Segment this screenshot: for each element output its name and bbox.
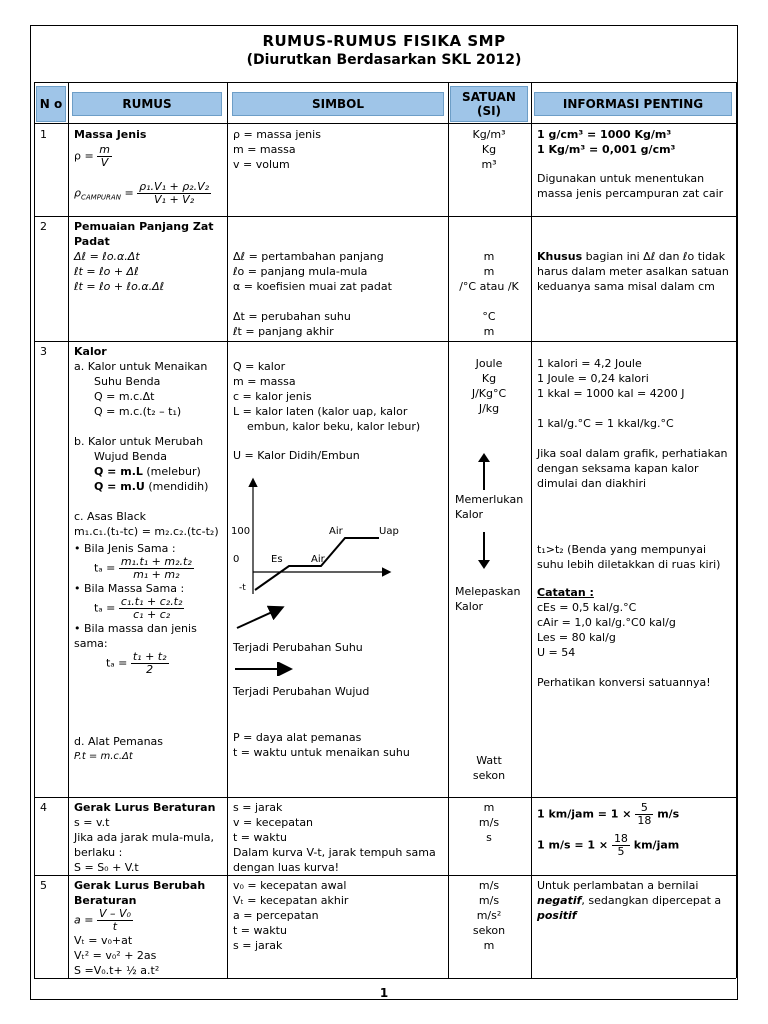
fraction (119, 556, 194, 581)
header-no: N o (36, 86, 66, 122)
info-line: 1 kalori = 4,2 Joule (537, 357, 642, 370)
graph-label: 0 (233, 554, 240, 565)
rumus-cell (74, 127, 224, 206)
symbol-line: v = volum (233, 158, 290, 171)
formula (74, 181, 224, 206)
symbol-line: t = waktu (233, 831, 287, 844)
formula-line: d. Alat Pemanas (74, 735, 164, 748)
column-divider (227, 82, 228, 978)
formula: P.t = m.c.Δt (74, 751, 133, 762)
formula: Q = m.c.(t₂ – t₁) (94, 405, 182, 418)
unit-note: Melepaskan Kalor (455, 585, 521, 613)
unit-line: m/s (478, 894, 500, 907)
unit-line: m (483, 801, 495, 814)
row-number: 1 (40, 128, 47, 141)
simbol-cell (233, 249, 443, 339)
formula (74, 464, 226, 479)
formula-line: Wujud Benda (94, 450, 167, 463)
graph-label: 100 (231, 526, 251, 537)
formula: Vₜ² = v₀² + 2as (74, 949, 157, 962)
symbol-line: P = daya alat pemanas (233, 731, 362, 744)
table-top-border (34, 82, 736, 83)
symbol-line: Q = kalor (233, 360, 286, 373)
row-divider (34, 123, 736, 124)
page-subtitle: (Diurutkan Berdasarkan SKL 2012) (246, 52, 522, 68)
formula-lhs: ρ (74, 186, 81, 200)
symbol-line: ρ = massa jenis (233, 128, 321, 141)
info-emphasis: negatif (537, 894, 582, 907)
arrow-up-icon (476, 452, 492, 492)
formula (74, 556, 226, 581)
rumus-cell (74, 344, 226, 764)
column-divider (531, 82, 532, 978)
fraction-numerator: t₁ + t₂ (132, 650, 167, 663)
fraction (612, 833, 630, 858)
unit-line: m (483, 250, 495, 263)
symbol-line: U = Kalor Didih/Embun (233, 449, 360, 462)
conversion-unit: m/s (657, 807, 680, 821)
info-cell (537, 878, 732, 923)
symbol-line: a = percepatan (233, 909, 319, 922)
info-line (537, 878, 732, 923)
simbol-cell (233, 359, 443, 463)
bullet-item: • Bila massa dan jenis sama: (74, 622, 197, 650)
header-info: INFORMASI PENTING (534, 92, 732, 116)
formula: m₁.c₁.(t₁-tc) = m₂.c₂.(tc-t₂) (74, 525, 219, 538)
formula-bold: Q = m.L (94, 465, 143, 478)
info-text: Untuk perlambatan a bernilai (537, 879, 699, 892)
fraction (97, 144, 112, 169)
fraction-denominator: c₁ + c₂ (133, 608, 171, 621)
row-divider (34, 216, 736, 217)
satuan-cell (450, 356, 528, 416)
fraction-numerator: ρ₁.V₁ + ρ₂.V₂ (139, 180, 210, 193)
symbol-line: α = koefisien muai zat padat (233, 280, 392, 293)
formula (74, 651, 226, 676)
horizontal-arrow-icon (233, 662, 303, 676)
info-line: 1 kkal = 1000 kal = 4200 J (537, 387, 685, 400)
formula (74, 479, 226, 494)
fraction-numerator: V – V₀ (98, 907, 131, 920)
formula: s = v.t (74, 816, 110, 829)
graph-legend: Terjadi Perubahan Wujud (233, 685, 370, 698)
unit-line: m/s (478, 879, 500, 892)
formula-title: Gerak Lurus Berubah Beraturan (74, 879, 206, 907)
formula (74, 144, 224, 169)
fraction (131, 651, 169, 676)
formula (74, 596, 226, 621)
column-divider (736, 82, 737, 978)
unit-line: Joule (475, 357, 503, 370)
arrow-down-icon (476, 530, 492, 570)
formula-lhs: tₐ = (94, 561, 116, 575)
fraction-denominator: V₁ + V₂ (154, 193, 195, 206)
row-number: 5 (40, 879, 47, 892)
simbol-cell (233, 127, 443, 172)
symbol-line: s = jarak (233, 801, 283, 814)
fraction (635, 802, 653, 827)
formula: S = S₀ + V.t (74, 861, 139, 874)
fraction-denominator: 2 (146, 663, 154, 676)
symbol-line: ℓt = panjang akhir (233, 325, 334, 338)
unit-line: sekon (472, 924, 506, 937)
info-line (537, 249, 732, 294)
formula-note: (melebur) (146, 465, 201, 478)
unit-line: m (483, 265, 495, 278)
symbol-line: Dalam kurva V-t, jarak tempuh sama dengan luas kurva! (233, 846, 436, 874)
symbol-line: v = kecepatan (233, 816, 314, 829)
column-divider (34, 82, 35, 978)
info-line: U = 54 (537, 646, 576, 659)
formula-lhs: tₐ = (94, 601, 116, 615)
formula-line: Suhu Benda (94, 375, 161, 388)
info-text: , sedangkan dipercepat a (581, 894, 722, 907)
info-line: cAir = 1,0 kal/g.°C0 kal/g (537, 616, 676, 629)
graph-label: Air (329, 526, 343, 537)
info-heading: Catatan : (537, 586, 594, 599)
formula-line: a. Kalor untuk Menaikan (74, 360, 208, 373)
symbol-line: s = jarak (233, 939, 283, 952)
formula: Vₜ = v₀+at (74, 934, 133, 947)
symbol-line: t = waktu untuk menaikan suhu (233, 746, 410, 759)
symbol-line: Δℓ = pertambahan panjang (233, 250, 384, 263)
bullet-item: • Bila Jenis Sama : (74, 542, 176, 555)
info-line: 1 kal/g.°C = 1 kkal/kg.°C (537, 417, 674, 430)
info-line: cEs = 0,5 kal/g.°C (537, 601, 637, 614)
info-emphasis: positif (537, 909, 577, 922)
page-title: RUMUS-RUMUS FISIKA SMP (262, 32, 506, 50)
column-divider (448, 82, 449, 978)
diagonal-arrow-icon (233, 602, 293, 632)
formula (74, 908, 224, 933)
unit-line: m/s² (476, 909, 502, 922)
conversion-unit: km/jam (633, 838, 680, 852)
formula-subscript: CAMPURAN (80, 193, 121, 202)
info-line: 1 Kg/m³ = 0,001 g/cm³ (537, 143, 676, 156)
symbol-line: t = waktu (233, 924, 287, 937)
symbol-line: c = kalor jenis (233, 390, 312, 403)
info-line: Les = 80 kal/g (537, 631, 616, 644)
graph-label: -t (239, 583, 246, 593)
header-satuan: SATUAN (SI) (450, 86, 528, 122)
fraction-denominator: 18 (637, 814, 652, 827)
fraction-denominator: t (112, 920, 118, 933)
unit-line: m (483, 939, 495, 952)
fraction-numerator: m₁.t₁ + m₂.t₂ (120, 555, 192, 568)
unit-line: m/s (478, 816, 500, 829)
row-divider (34, 875, 736, 876)
info-cell (537, 127, 732, 201)
formula-lhs: ρ = (74, 149, 94, 163)
fraction-numerator: m (99, 143, 110, 156)
simbol-cell (233, 730, 443, 760)
header-simbol: SIMBOL (232, 92, 444, 116)
symbol-line: ℓo = panjang mula-mula (233, 265, 368, 278)
fraction (137, 181, 211, 206)
rumus-cell (74, 219, 224, 294)
symbol-line: Δt = perubahan suhu (233, 310, 351, 323)
simbol-cell (233, 878, 443, 953)
info-line (537, 833, 732, 858)
formula-title: Gerak Lurus Beraturan (74, 801, 216, 814)
formula-line: b. Kalor untuk Merubah (74, 435, 204, 448)
row-divider (34, 797, 736, 798)
unit-line: sekon (472, 769, 506, 782)
graph-legend: Terjadi Perubahan Suhu (233, 641, 363, 654)
info-cell (537, 249, 732, 294)
unit-line: Kg (481, 372, 497, 385)
fraction (97, 908, 133, 933)
satuan-cell (450, 800, 528, 845)
unit-line: m (483, 325, 495, 338)
formula: Δℓ = ℓo.α.Δt (74, 250, 140, 263)
row-number: 4 (40, 801, 47, 814)
formula-note: (mendidih) (148, 480, 209, 493)
formula: ℓt = ℓo + Δℓ (74, 265, 139, 278)
row-number: 3 (40, 345, 47, 358)
fraction-numerator: 18 (613, 832, 628, 845)
unit-line: m³ (481, 158, 497, 171)
fraction-denominator: V (100, 156, 109, 169)
unit-line: J/kg (478, 402, 500, 415)
fraction (119, 596, 185, 621)
info-cell (537, 802, 732, 858)
symbol-line: m = massa (233, 375, 296, 388)
info-line: Jika soal dalam grafik, perhatiakan dengan seksama kapan kalor dimulai dan diakhiri (537, 447, 728, 490)
formula-lhs: a = (74, 913, 94, 927)
graph-label: Es (271, 554, 283, 565)
info-line (537, 802, 732, 827)
formula-title: Kalor (74, 345, 107, 358)
row-divider (34, 341, 736, 342)
formula: S =V₀.t+ ½ a.t² (74, 964, 160, 977)
unit-line: °C (482, 310, 496, 323)
unit-line: /°C atau /K (459, 280, 519, 293)
graph-label: Air (311, 554, 325, 565)
satuan-cell (450, 878, 528, 953)
formula-title: Massa Jenis (74, 128, 147, 141)
formula: Q = m.c.Δt (94, 390, 155, 403)
unit-line: Kg/m³ (472, 128, 506, 141)
satuan-cell (450, 249, 528, 339)
formula: ℓt = ℓo + ℓo.α.Δℓ (74, 280, 165, 293)
fraction-denominator: m₁ + m₂ (133, 568, 180, 581)
bullet-item: • Bila Massa Sama : (74, 582, 185, 595)
fraction-numerator: c₁.t₁ + c₂.t₂ (120, 595, 183, 608)
info-text: bagian ini Δℓ dan ℓo tidak harus dalam meter asalkan satuan keduanya sama misal dalam cm (537, 250, 729, 293)
unit-line: Kg (481, 143, 497, 156)
info-line: 1 Joule = 0,24 kalori (537, 372, 649, 385)
graph-label: Uap (379, 526, 399, 537)
formula-equals: = (124, 186, 134, 200)
unit-line: Watt (476, 754, 502, 767)
formula-bold: Q = m.U (94, 480, 145, 493)
unit-note: Memerlukan Kalor (455, 493, 524, 521)
simbol-cell (233, 800, 443, 875)
formula-title: Pemuaian Panjang Zat Padat (74, 220, 214, 248)
satuan-cell (450, 753, 528, 783)
conversion-lhs: 1 km/jam = 1 × (537, 807, 632, 821)
info-line: Digunakan untuk menentukan massa jenis percampuran zat cair (537, 172, 724, 200)
rumus-cell (74, 878, 224, 978)
fraction-denominator: 5 (617, 845, 625, 858)
rumus-cell (74, 800, 224, 875)
formula-line: Jika ada jarak mula-mula, berlaku : (74, 831, 215, 859)
unit-line: J/Kg°C (471, 387, 507, 400)
satuan-cell (450, 127, 528, 172)
formula-line: c. Asas Black (74, 510, 147, 523)
conversion-lhs: 1 m/s = 1 × (537, 838, 609, 852)
fraction-numerator: 5 (635, 802, 653, 815)
page-number: 1 (379, 986, 389, 1000)
symbol-line: m = massa (233, 143, 296, 156)
symbol-line: Vₜ = kecepatan akhir (233, 894, 349, 907)
row-number: 2 (40, 220, 47, 233)
info-line: Perhatikan konversi satuannya! (537, 676, 711, 689)
info-cell (537, 356, 732, 690)
symbol-line: v₀ = kecepatan awal (233, 879, 347, 892)
column-divider (68, 82, 69, 978)
table-bottom-border (34, 978, 736, 979)
symbol-line: L = kalor laten (kalor uap, kalor embun, kalor beku, kalor lebur) (233, 405, 421, 433)
info-bold: Khusus (537, 250, 583, 263)
header-rumus: RUMUS (72, 92, 222, 116)
unit-line: s (486, 831, 492, 844)
info-line: 1 g/cm³ = 1000 Kg/m³ (537, 128, 672, 141)
info-line: t₁>t₂ (Benda yang mempunyai suhu lebih diletakkan di ruas kiri) (537, 543, 721, 571)
formula-lhs: tₐ = (106, 656, 128, 670)
